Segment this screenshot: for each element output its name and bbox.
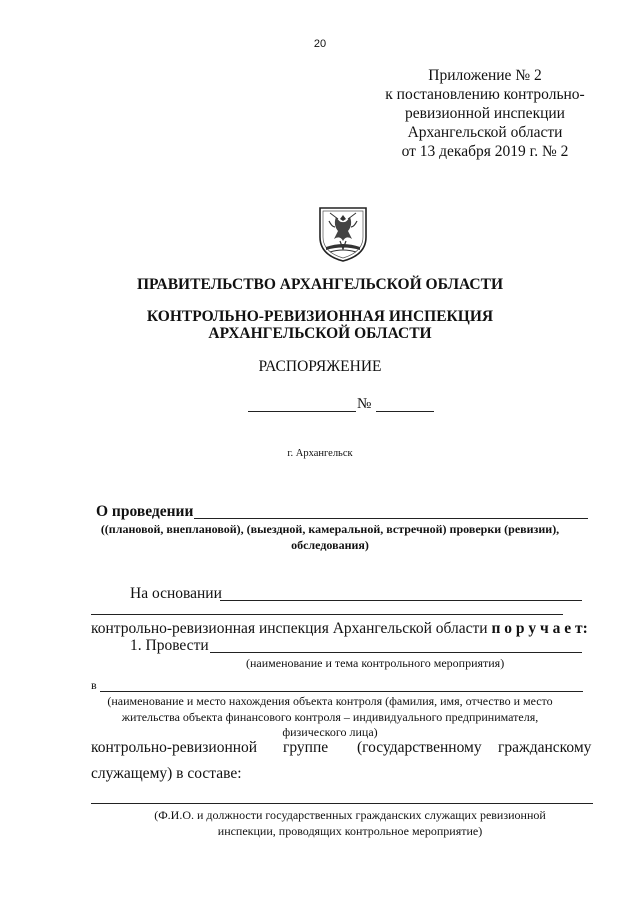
orders-verb: п о р у ч а е т:: [491, 620, 588, 637]
in-label: в: [91, 678, 97, 692]
date-blank-line: [248, 411, 356, 412]
subject-note-line1: ((плановой, внеплановой), (выездной, камеральной, встречной) проверки (ревизии),: [100, 522, 560, 536]
group-line2: служащему) в составе:: [91, 765, 242, 782]
number-sign: №: [357, 396, 372, 412]
number-blank-line: [376, 411, 434, 412]
document-type: РАСПОРЯЖЕНИЕ: [258, 358, 382, 375]
item1-label: 1. Провести: [130, 637, 209, 654]
group-word: контрольно-ревизионной: [91, 739, 258, 756]
appendix-block: [360, 66, 610, 161]
object-blank-line: [100, 691, 583, 692]
staff-note-line2: инспекции, проводящих контрольное мероприятие): [217, 824, 483, 838]
group-word: гражданскому: [498, 739, 592, 756]
object-note-line2: жительства объекта финансового контроля – индивидуального предпринимателя,: [121, 710, 539, 724]
staff-note-line1: (Ф.И.О. и должности государственных гражданских служащих ревизионной: [154, 808, 546, 822]
basis-blank-line-2: [91, 614, 563, 615]
basis-blank-line: [220, 600, 582, 601]
object-note-line3: физического лица): [282, 725, 378, 739]
object-note-line1: (наименование и место нахождения объекта контроля (фамилия, имя, отчество и место: [107, 694, 553, 708]
group-word: группе: [283, 739, 329, 756]
appendix-line: ревизионной инспекции: [405, 105, 565, 122]
inspection-title-line1: КОНТРОЛЬНО-РЕВИЗИОННАЯ ИНСПЕКЦИЯ: [146, 308, 494, 325]
appendix-line: к постановлению контрольно-: [385, 86, 585, 103]
appendix-line: Архангельской области: [407, 124, 563, 141]
orders-text: [91, 620, 588, 638]
government-title: ПРАВИТЕЛЬСТВО АРХАНГЕЛЬСКОЙ ОБЛАСТИ: [136, 276, 503, 293]
staff-blank-line: [91, 803, 593, 804]
subject-note-line2: обследования): [291, 538, 369, 552]
appendix-line: Приложение № 2: [428, 67, 542, 84]
group-word: (государственному: [357, 739, 482, 756]
basis-label: На основании: [130, 585, 222, 602]
item1-note: (наименование и тема контрольного мероприятия): [246, 656, 505, 670]
inspection-title-line2: АРХАНГЕЛЬСКОЙ ОБЛАСТИ: [208, 325, 432, 342]
page-number: 20: [313, 38, 327, 50]
item1-blank-line: [210, 652, 582, 653]
coat-of-arms-icon: [316, 205, 370, 263]
city-label: г. Архангельск: [287, 448, 353, 459]
subject-blank-line: [194, 518, 588, 519]
orders-subject: контрольно-ревизионная инспекция Архангельской области: [91, 620, 488, 637]
appendix-line: от 13 декабря 2019 г. № 2: [401, 143, 569, 160]
subject-label: О проведении: [96, 503, 194, 520]
